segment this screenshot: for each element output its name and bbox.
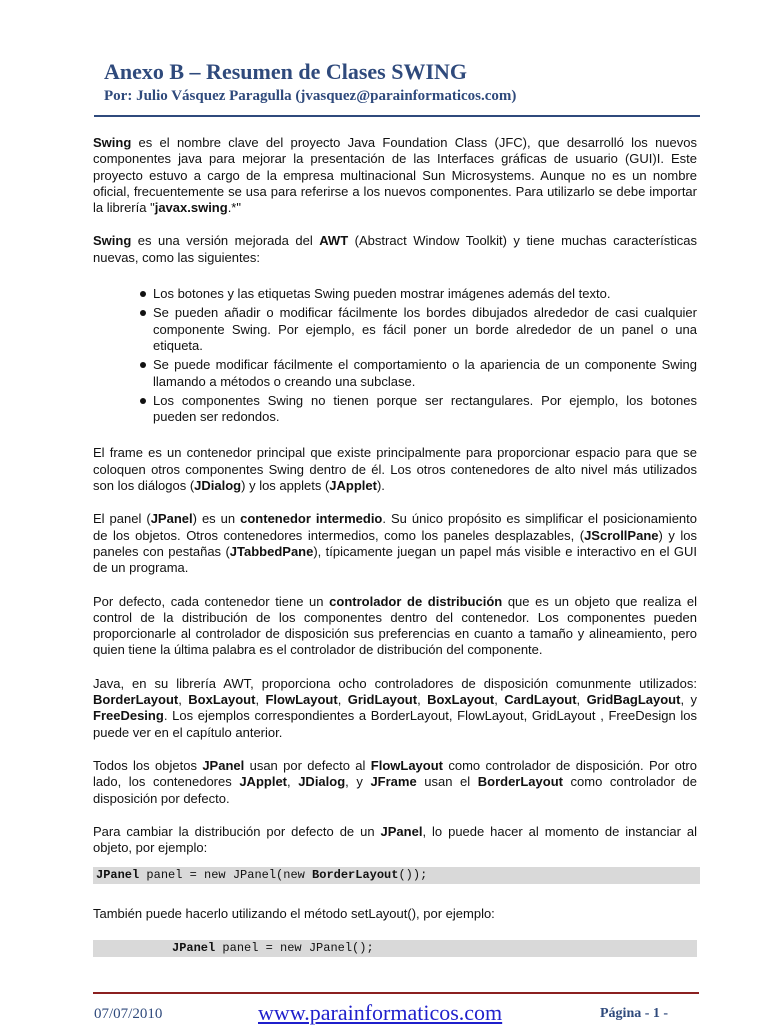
paragraph-text: ,	[576, 692, 587, 708]
paragraph-text: Para cambiar la distribución por defecto de un	[93, 823, 381, 839]
paragraph-text: , lo puede hacer al momento de instanciar al objeto, por ejemplo:	[93, 823, 697, 856]
paragraph-text: El frame es un contenedor principal que existe principalmente para proporcionar espacio para que se coloquen otros componentes Swing dentro de él. Los otros contenedores de alto nivel más utilizados son los diálogos (	[93, 445, 697, 494]
term: JScrollPane	[584, 527, 659, 543]
footer-divider	[93, 992, 699, 994]
list-item: Los componentes Swing no tienen porque ser rectangulares. Por ejemplo, los botones pueden ser redondos.	[153, 392, 697, 425]
term: GridLayout	[347, 692, 418, 708]
code-keyword: JPanel	[172, 940, 216, 955]
term: JApplet	[239, 774, 287, 790]
list-item: Se puede modificar fácilmente el comportamiento o la apariencia de un componente Swing llamando a métodos o creando una subclase.	[153, 357, 697, 389]
paragraph-swing-intro	[93, 135, 697, 216]
term: Swing	[93, 135, 132, 150]
term: AWT	[319, 233, 349, 249]
paragraph-text: . Los ejemplos correspondientes a BorderLayout, FlowLayout, GridLayout , FreeDesign los puede ver en el capítulo anterior.	[93, 708, 697, 740]
paragraph-awt-layouts	[93, 676, 697, 741]
paragraph-text: . Su único propósito es simplificar el posicionamiento de los objetos. Otros contenedores intermedios, como los paneles desplazables, (	[93, 511, 697, 543]
code-text: panel = new JPanel(new	[139, 868, 313, 883]
document-header	[104, 58, 724, 106]
paragraph-text: como controlador de disposición por defecto.	[93, 774, 697, 806]
term: FreeDesing	[93, 708, 164, 724]
term: JApplet	[329, 478, 377, 494]
paragraph-text: ), típicamente juegan un papel más visible e interactivo en el GUI de un programa.	[93, 543, 697, 576]
paragraph-change-layout	[93, 824, 697, 857]
code-keyword: BorderLayout	[312, 868, 399, 883]
footer-date: 07/07/2010	[94, 1006, 163, 1022]
code-block-setlayout	[93, 940, 697, 957]
paragraph-text: como controlador de disposición. Por otro lado, los contenedores	[93, 757, 697, 790]
paragraph-swing-awt	[93, 233, 697, 266]
paragraph-default-layouts	[93, 758, 697, 807]
term: JTabbedPane	[229, 543, 314, 559]
code-text: panel = new JPanel();	[215, 940, 374, 955]
term: JDialog	[194, 478, 242, 494]
code-text: ());	[398, 868, 428, 883]
term: BoxLayout	[427, 692, 495, 708]
paragraph-text: ,	[337, 692, 348, 708]
code-keyword: JPanel	[96, 868, 140, 883]
term: JPanel	[380, 823, 423, 839]
term: Swing	[93, 233, 132, 249]
term: javax.swing	[154, 200, 228, 216]
paragraph-text: ) y los paneles con pestañas (	[93, 527, 698, 559]
list-item: Se pueden añadir o modificar fácilmente los bordes dibujados alrededor de casi cualquier componente Swing. Por ejemplo, es fácil poner un borde alrededor de un panel o una etiqueta.	[153, 305, 697, 353]
paragraph-layout-manager	[93, 594, 697, 659]
paragraph-text: ,	[494, 692, 505, 708]
paragraph-frame	[93, 445, 697, 494]
term: JPanel	[150, 511, 193, 527]
term: controlador de distribución	[329, 593, 503, 609]
term: BoxLayout	[188, 692, 256, 708]
term: JDialog	[298, 774, 346, 790]
paragraph-text: , y	[345, 774, 371, 790]
paragraph-text: usan por defecto al	[244, 757, 371, 773]
document-author: Por: Julio Vásquez Paragulla (jvasquez@parainformaticos.com)	[104, 88, 517, 104]
term: BorderLayout	[477, 774, 563, 790]
paragraph-text: ) y los applets (	[241, 478, 330, 494]
footer-page-number: Página - 1 -	[600, 1006, 669, 1021]
list-item: Los botones y las etiquetas Swing pueden mostrar imágenes además del texto.	[153, 286, 697, 302]
term: GridBagLayout	[586, 692, 681, 708]
paragraph-text: que es un objeto que realiza el control de la distribución de los componentes dentro del contenedor. Los componentes pueden proporcionarle al controlador de disposición sus preferencias en cuanto a tamaño y alineamiento, pero quien tiene la última palabra es el controlador de distribución del componente.	[93, 593, 698, 658]
paragraph-text: ,	[255, 692, 266, 708]
term: JFrame	[370, 774, 417, 790]
paragraph-text: Todos los objetos	[93, 757, 203, 773]
paragraph-text: es una versión mejorada del	[131, 233, 320, 249]
header-divider	[94, 115, 700, 117]
paragraph-text: .*"	[227, 200, 241, 216]
paragraph-text: ).	[376, 478, 385, 494]
document-body	[93, 135, 697, 957]
paragraph-text: , y	[680, 692, 697, 708]
paragraph-setlayout: También puede hacerlo utilizando el método setLayout(), por ejemplo:	[93, 906, 495, 922]
term: contenedor intermedio	[240, 511, 383, 527]
paragraph-text: Java, en su librería AWT, proporciona ocho controladores de disposición comunmente utilizados:	[93, 675, 697, 691]
paragraph-text: ,	[287, 774, 299, 790]
term: FlowLayout	[370, 757, 443, 773]
term: CardLayout	[504, 692, 577, 708]
term: FlowLayout	[265, 692, 338, 708]
paragraph-text: (Abstract Window Toolkit) y tiene muchas características nuevas, como las siguientes:	[93, 233, 697, 265]
feature-list	[93, 286, 697, 425]
paragraph-text: es el nombre clave del proyecto Java Foundation Class (JFC), que desarrolló los nuevos componentes java para mejorar la presentación de las Interfaces gráficas de usuario (GUI)I. Este proyecto estuvo a cargo de la empresa multinacional Sun Microsystems. Aunque no es un nombre oficial, frecuentemente se usa para referirse a los nuevos componentes. Para utilizarlo se debe importar la librería "	[93, 135, 697, 216]
paragraph-text: ) es un	[192, 511, 241, 527]
document-title: Anexo B – Resumen de Clases SWING	[104, 59, 468, 84]
paragraph-text: Por defecto, cada contenedor tiene un	[93, 593, 330, 609]
paragraph-text: ,	[417, 692, 428, 708]
term: BorderLayout	[93, 692, 179, 708]
paragraph-text: El panel (	[93, 511, 151, 527]
footer-site-link[interactable]: www.parainformaticos.com	[258, 1000, 503, 1025]
code-block-constructor	[93, 867, 700, 884]
paragraph-text: ,	[178, 692, 189, 708]
paragraph-text: usan el	[416, 774, 478, 790]
term: JPanel	[202, 757, 245, 773]
paragraph-panel	[93, 511, 697, 576]
